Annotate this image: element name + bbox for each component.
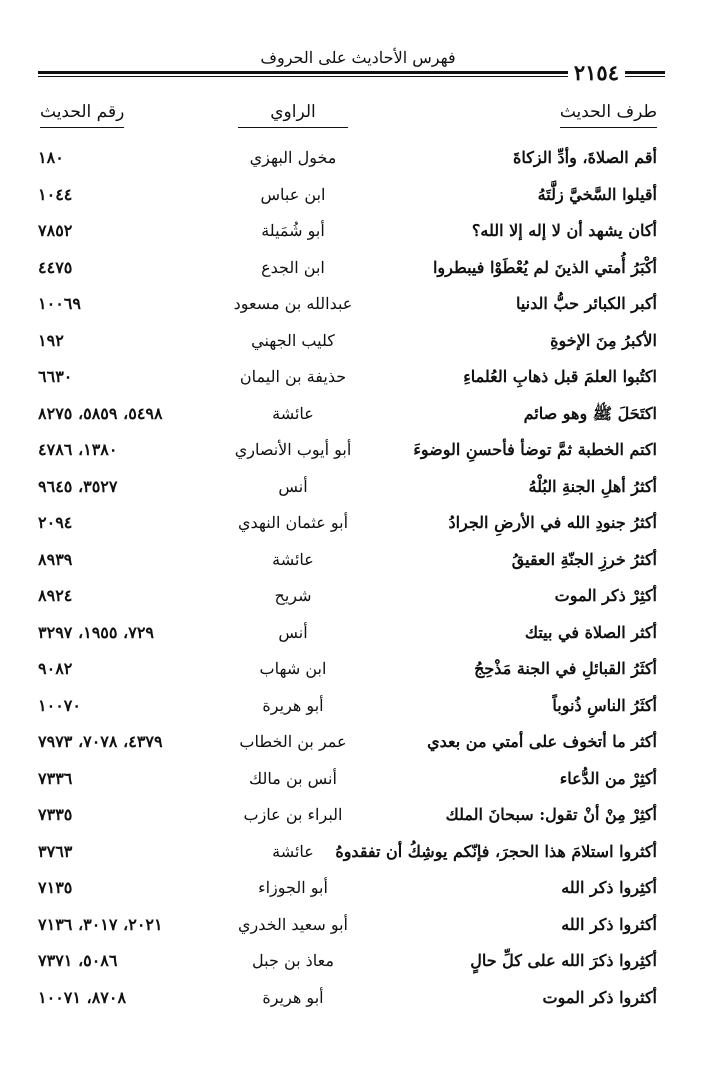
hadith-text: أكثِرْ من الدُّعاء	[559, 768, 657, 788]
hadith-number: ٧٣٣٥	[38, 805, 73, 824]
hadith-number: ٥٠٨٦، ٧٣٧١	[38, 951, 118, 970]
hadith-text: أقم الصلاةَ، وأدِّ الزكاةَ	[512, 148, 657, 167]
hadith-text: أكثَرُ الناسِ ذُنوباً	[552, 695, 657, 715]
narrator-name: ابن عباس	[260, 184, 326, 204]
narrator-name: أنس	[278, 476, 308, 496]
table-row	[38, 250, 665, 287]
hadith-text: أكان يشهد أن لا إله إلا الله؟	[471, 221, 657, 240]
table-row	[38, 177, 665, 214]
running-title: فهرس الأحاديث على الحروف	[260, 48, 456, 67]
narrator-name: أبو سعيد الخدري	[238, 914, 348, 934]
hadith-number: ٧٢٩، ١٩٥٥، ٣٢٩٧	[38, 622, 154, 642]
hadith-number: ١٠٠٦٩	[38, 294, 81, 313]
hadith-number: ٧١٣٥	[38, 878, 73, 897]
narrator-name: عمر بن الخطاب	[239, 732, 347, 751]
hadith-number: ٧٣٣٦	[38, 768, 73, 788]
hadith-text: أكْبَرُ أُمتي الذينَ لم يُعْطَوْا فيبطروا	[432, 257, 657, 277]
hadith-number: ١٨٠	[38, 148, 64, 167]
narrator-name: عائشة	[272, 549, 314, 569]
hadith-number: ٣٧٦٣	[38, 841, 73, 861]
hadith-text: أكثَرُ القبائلِ في الجنة مَذْحِجُ	[474, 659, 657, 678]
table-row	[38, 542, 665, 579]
narrator-name: أبو هريرة	[262, 987, 324, 1007]
hadith-number: ١٣٨٠، ٤٧٨٦	[38, 440, 118, 459]
narrator-name: أبو هريرة	[262, 695, 324, 715]
hadith-number: ٧٨٥٢	[38, 221, 73, 240]
hadith-text: أكثرُ أهلِ الجنةِ البُلْهُ	[528, 476, 657, 496]
table-row	[38, 943, 665, 980]
table-row	[38, 724, 665, 761]
narrator-name: كليب الجهني	[251, 330, 335, 350]
page-number: ٢١٥٤	[568, 60, 625, 85]
table-row	[38, 615, 665, 652]
column-header-narrator: الراوي	[238, 100, 348, 128]
table-row	[38, 578, 665, 615]
hadith-number: ٣٥٢٧، ٩٦٤٥	[38, 476, 118, 496]
narrator-name: عائشة	[272, 841, 314, 861]
table-row	[38, 980, 665, 1017]
table-row	[38, 505, 665, 542]
table-row	[38, 651, 665, 688]
table-row	[38, 286, 665, 323]
hadith-number: ٦٦٣٠	[38, 367, 73, 386]
table-row	[38, 359, 665, 396]
narrator-name: أنس	[278, 622, 308, 642]
table-row	[38, 469, 665, 506]
table-row	[38, 396, 665, 433]
narrator-name: عائشة	[272, 403, 314, 423]
hadith-number: ٢٠٩٤	[38, 513, 73, 532]
hadith-text: أكثرُ جنودِ الله في الأرضِ الجرادُ	[448, 513, 657, 532]
hadith-text: الأكبرُ مِنَ الإخوةِ	[550, 330, 657, 350]
hadith-text: أقيلوا السَّخيَّ زلَّتَهُ	[537, 184, 657, 204]
hadith-number: ٨٩٣٩	[38, 549, 73, 569]
narrator-name: عبدالله بن مسعود	[233, 294, 353, 313]
hadith-number: ١٩٢	[38, 330, 64, 350]
hadith-number: ٥٤٩٨، ٥٨٥٩، ٨٢٧٥	[38, 403, 163, 423]
narrator-name: ابن شهاب	[259, 659, 327, 678]
hadith-text: أكثِروا ذكر الله	[561, 878, 657, 897]
hadith-text: اكتَحَلَ ﷺ وهو صائم	[523, 403, 657, 423]
hadith-number: ٨٩٢٤	[38, 586, 73, 605]
table-row	[38, 688, 665, 725]
hadith-text: أكثر الصلاة في بيتك	[524, 622, 657, 642]
column-headers	[38, 100, 665, 134]
narrator-name: البراء بن عازب	[243, 805, 343, 824]
hadith-text: أكبر الكبائر حبُّ الدنيا	[515, 294, 657, 313]
hadith-text: أكثروا ذكر الله	[561, 914, 657, 934]
hadith-text: أكثروا استلامَ هذا الحجرَ، فإنّكم يوشِكُ أن تفقدوهُ	[335, 841, 657, 861]
hadith-text: أكثِروا ذكرَ الله على كلِّ حالٍ	[470, 951, 657, 970]
index-table	[38, 140, 665, 1016]
hadith-number: ١٠٤٤	[38, 184, 73, 204]
hadith-number: ٩٠٨٢	[38, 659, 73, 678]
hadith-text: اكتُبوا العلمَ قبل ذهابِ العُلماءِ	[463, 367, 657, 386]
hadith-number: ١٠٠٧٠	[38, 695, 81, 715]
hadith-text: اكتم الخطبة ثمَّ توضأ فأحسنِ الوضوءَ	[413, 440, 657, 459]
narrator-name: حذيفة بن اليمان	[239, 367, 347, 386]
table-row	[38, 323, 665, 360]
hadith-text: أكثِرْ ذكر الموت	[554, 586, 657, 605]
hadith-number: ٢٠٢١، ٣٠١٧، ٧١٣٦	[38, 914, 163, 934]
column-header-hadith: طرف الحديث	[560, 100, 657, 128]
table-row	[38, 213, 665, 250]
narrator-name: أبو شُمَيلة	[261, 221, 325, 240]
page-header	[38, 44, 665, 85]
hadith-number: ٨٧٠٨، ١٠٠٧١	[38, 987, 127, 1007]
narrator-name: أبو أيوب الأنصاري	[234, 440, 352, 459]
hadith-text: أكثر ما أتخوف على أمتي من بعدي	[427, 732, 657, 751]
hadith-text: أكثِرْ مِنْ أنْ تقول: سبحانَ الملك	[445, 805, 657, 824]
narrator-name: أبو عثمان النهدي	[237, 513, 349, 532]
narrator-name: معاذ بن جبل	[252, 951, 334, 970]
narrator-name: أبو الجوزاء	[258, 878, 328, 897]
table-row	[38, 140, 665, 177]
narrator-name: شريح	[274, 586, 312, 605]
hadith-text: أكثرُ خرزِ الجنّةِ العقيقُ	[511, 549, 657, 569]
table-row	[38, 761, 665, 798]
narrator-name: مخول البهزي	[249, 148, 337, 167]
hadith-text: أكثروا ذكر الموت	[542, 987, 657, 1007]
table-row	[38, 870, 665, 907]
table-row	[38, 834, 665, 871]
table-row	[38, 907, 665, 944]
table-row	[38, 432, 665, 469]
narrator-name: أنس بن مالك	[249, 768, 337, 788]
table-row	[38, 797, 665, 834]
narrator-name: ابن الجدع	[261, 257, 325, 277]
hadith-number: ٤٣٧٩، ٧٠٧٨، ٧٩٧٣	[38, 732, 163, 751]
hadith-number: ٤٤٧٥	[38, 257, 73, 277]
column-header-number: رقم الحديث	[40, 100, 124, 128]
